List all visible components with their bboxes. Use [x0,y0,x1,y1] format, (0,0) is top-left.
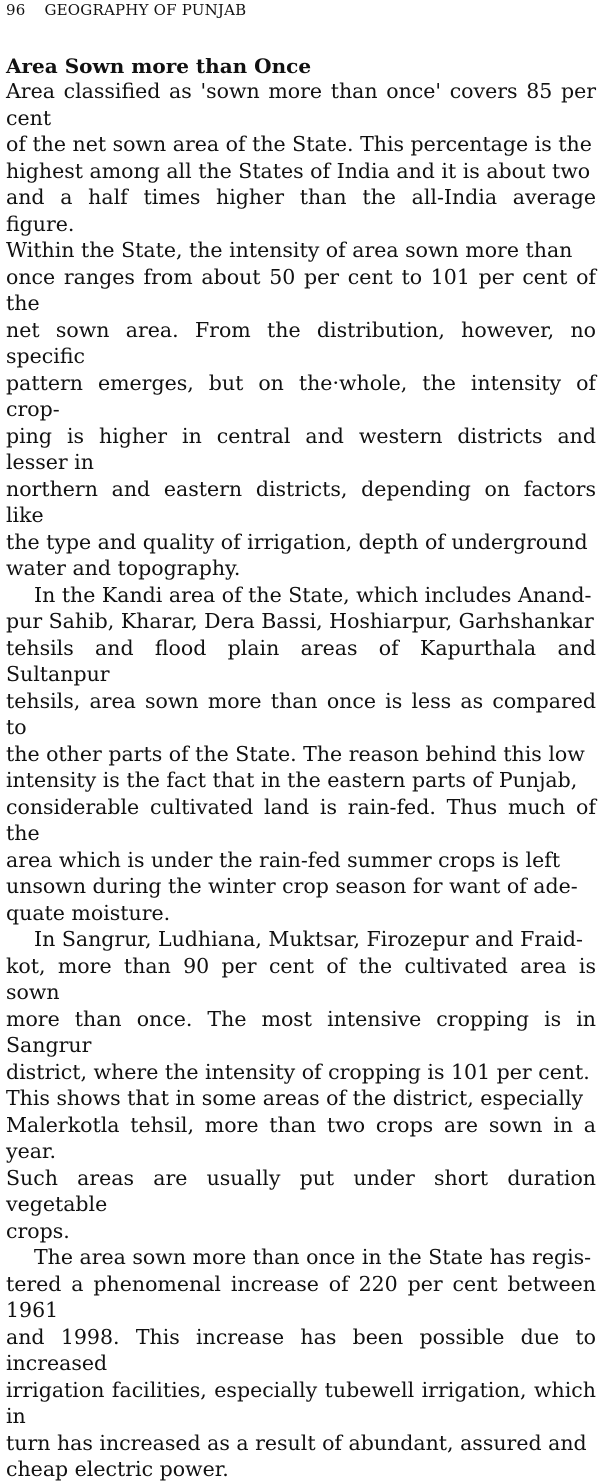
running-header [6,0,246,20]
paragraph: In the Kandi area of the State, which includes Anand- pur Sahib, Kharar, Dera Bassi, Hoshiarpur, Garhshankar tehsils and flood plain areas of Kapurthala and Sultanpur tehsils, area sown more than once is less as compared to the other parts of the State. The reason behind this low intensity is the fact that in the eastern parts of Punjab, considerable cultivated land is rain-fed. Thus much of the area which is under the rain-fed summer crops is left unsown during the winter crop season for want of ade- quate moisture. [6,582,596,925]
paragraph: Area classified as 'sown more than once' covers 85 per cent of the net sown area of the State. This percentage is the highest among all the States of India and it is about two and a half times higher than the all-India average figure. Within the State, the intensity of area sown more than once ranges from about 50 per cent to 101 per cent of the net sown area. From the distribution, however, no specific pattern emerges, but on the·whole, the intensity of crop- ping is higher in central and western districts and lesser in northern and eastern districts, depending on factors like the type and quality of irrigation, depth of underground water and topography. [6,79,596,580]
body-text [6,78,596,1483]
paragraph: The area sown more than once in the State has regis- tered a phenomenal increase of 220 per cent between 1961 and 1998. This increase has been possible due to increased irrigation facilities, especially tubewell irrigation, which in turn has increased as a result of abundant, assured and cheap electric power. [6,1245,596,1481]
paragraph: In Sangrur, Ludhiana, Muktsar, Firozepur and Fraid- kot, more than 90 per cent of the cultivated area is sown more than once. The most intensive cropping is in Sangrur district, where the intensity of cropping is 101 per cent. This shows that in some areas of the district, especially Malerkotla tehsil, more than two crops are sown in a year. Such areas are usually put under short duration vegetable crops. [6,927,596,1243]
section-heading: Area Sown more than Once [6,54,312,78]
page-number: 96 [6,1,26,19]
book-title: GEOGRAPHY OF PUNJAB [44,1,247,19]
